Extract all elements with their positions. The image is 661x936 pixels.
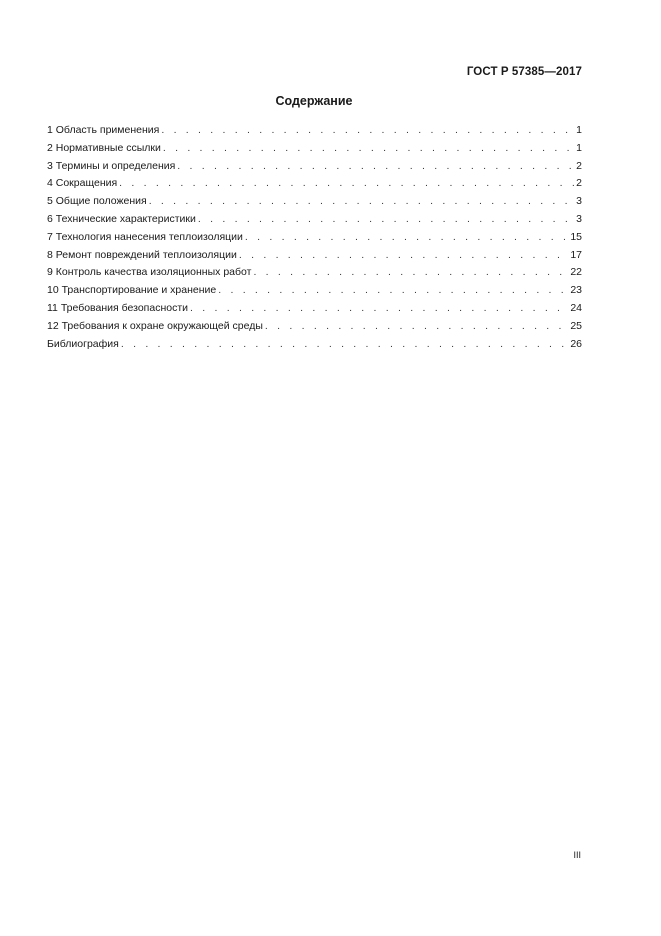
toc-entry[interactable] — [47, 193, 582, 211]
toc-entry-page: 15 — [570, 230, 582, 243]
toc-entry-label: 11 Требования безопасности — [47, 301, 189, 314]
toc-entry[interactable] — [47, 158, 582, 176]
toc-entry-page: 23 — [570, 284, 582, 297]
toc-title: Содержание — [275, 94, 353, 108]
toc-entry-label: 2 Нормативные ссылки — [47, 141, 161, 154]
toc-entry-page: 1 — [576, 124, 582, 136]
toc-entry-label: 1 Область применения — [47, 124, 160, 136]
toc-entry[interactable] — [47, 140, 582, 158]
toc-entry[interactable] — [47, 300, 582, 318]
document-code: ГОСТ Р 57385—2017 — [466, 66, 582, 78]
toc-entry[interactable] — [47, 175, 582, 193]
toc-entry[interactable] — [47, 282, 582, 300]
toc-entry-page: 24 — [570, 301, 582, 314]
toc-entry[interactable] — [47, 211, 582, 229]
toc-entry-label: 3 Термины и определения — [47, 159, 176, 172]
toc-leader-dots — [163, 140, 574, 158]
toc-entry-label: Библиография — [47, 337, 119, 350]
page-number: III — [573, 850, 581, 860]
toc-entry-label: 12 Требования к охране окружающей среды — [47, 319, 263, 332]
toc-leader-dots — [119, 175, 574, 193]
toc-leader-dots — [161, 122, 574, 140]
toc-entry-label: 4 Сокращения — [47, 177, 118, 190]
toc-entry[interactable] — [47, 247, 582, 265]
toc-entry-label: 10 Транспортирование и хранение — [47, 284, 217, 297]
toc-leader-dots — [253, 264, 568, 282]
toc-entry-page: 25 — [570, 319, 582, 332]
toc-entry-label: 5 Общие положения — [47, 195, 147, 208]
toc-list — [47, 122, 582, 353]
toc-leader-dots — [218, 282, 568, 300]
toc-entry-label: 6 Технические характеристики — [47, 212, 196, 225]
toc-entry-page: 1 — [576, 141, 582, 154]
toc-entry-page: 2 — [576, 177, 582, 190]
toc-leader-dots — [149, 193, 574, 211]
toc-entry-label: 7 Технология нанесения теплоизоляции — [47, 230, 243, 243]
toc-leader-dots — [177, 158, 574, 176]
toc-entry-page: 2 — [576, 159, 582, 172]
toc-entry[interactable] — [47, 229, 582, 247]
toc-leader-dots — [198, 211, 574, 229]
toc-leader-dots — [190, 300, 568, 318]
toc-entry[interactable] — [47, 122, 582, 140]
toc-leader-dots — [245, 229, 568, 247]
toc-leader-dots — [239, 247, 568, 265]
toc-entry-label: 8 Ремонт повреждений теплоизоляции — [47, 248, 237, 261]
toc-entry[interactable] — [47, 318, 582, 336]
toc-entry-page: 3 — [576, 195, 582, 208]
toc-leader-dots — [121, 336, 568, 354]
toc-entry-page: 17 — [570, 248, 582, 261]
toc-entry-label: 9 Контроль качества изоляционных работ — [47, 266, 252, 279]
toc-leader-dots — [265, 318, 568, 336]
toc-entry[interactable] — [47, 336, 582, 354]
toc-entry[interactable] — [47, 264, 582, 282]
toc-entry-page: 3 — [576, 212, 582, 225]
toc-entry-page: 22 — [570, 266, 582, 279]
toc-entry-page: 26 — [570, 337, 582, 350]
